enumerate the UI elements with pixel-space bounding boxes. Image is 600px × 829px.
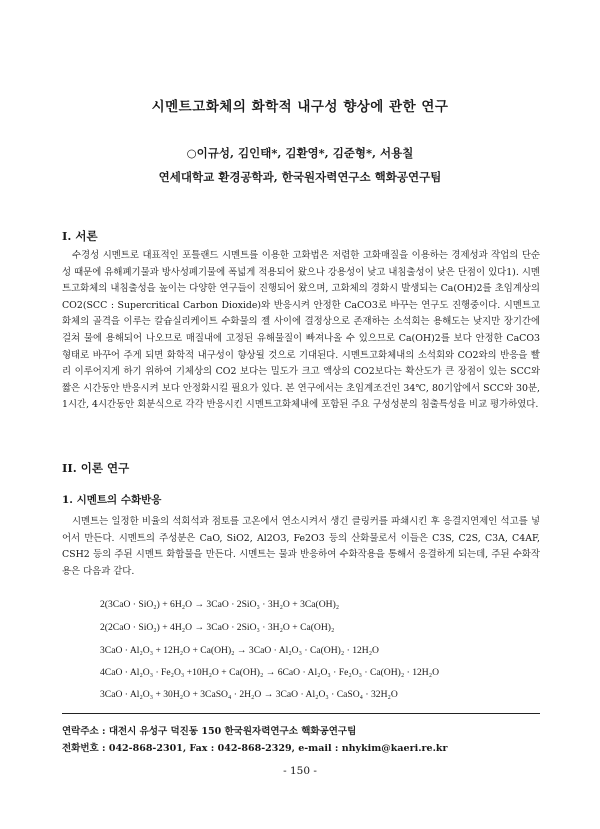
paper-title: 시멘트고화체의 화학적 내구성 향상에 관한 연구 bbox=[151, 99, 449, 115]
introduction-text: 수경성 시멘트로 대표적인 포틀랜드 시멘트를 이용한 고화법은 저렴한 고화매질을 이용하는 경제성과 작업의 단순성 때문에 유해폐기물과 방사성폐기물에 폭넓게 적용되어 왔으나 강용성이 낮고 내침출성이 낮은 단점이 있다1). 시멘트고화체의 내침출성을 높이는 다양한 연구들이 진행되어 왔으며, 고화체의 경화시 발생되는 Ca(OH)2를 초임계상의 CO2(SCC : Supercritical Carbon Dioxide)와 반응시켜 안정한 CaCO3로 바꾸는 연구도 진행중이다. 시멘트고화체의 골격을 이루는 칼슘실리케이트 수화물의 젤 사이에 결정상으로 존재하는 소석회는 용해도는 낮지만 장기간에 걸쳐 물에 용해되어 나오므로 매질내에 고정된 유해물질이 빠져나올 수 있으므로 Ca(OH)2를 보다 안정한 CaCO3 형태로 바꾸어 주게 되면 화학적 내구성이 향상될 것으로 기대된다. 시멘트고화체내의 소석회와 CO2와의 반응을 빨리 이루어지게 하기 위하여 기체상의 CO2 보다는 밀도가 크고 액상의 CO2보다는 확산도가 큰 장점이 있는 SCC와 짧은 시간동안 반응시켜 보다 안정화시킬 필요가 있다. 본 연구에서는 초임계조건인 34℃, 80기압에서 SCC와 30분, 1시간, 4시간동안 회분식으로 각각 반응시킨 시멘트고화체내에 포함된 주요 구성성분의 침출특성을 비교 평가하였다. bbox=[62, 250, 540, 411]
equation-1: 2(3CaO · SiO₂) + 6H₂O → 3CaO · 2SiO₃ · 3H₂O + 3Ca(OH)₂ bbox=[100, 599, 340, 610]
equation-4: 4CaO · Al₂O₃ · Fe₂O₃ +10H₂O + Ca(OH)₂ → 6CaO · Al₂O₃ · Fe₂O₃ · Ca(OH)₂ · 12H₂O bbox=[100, 667, 439, 678]
hydration-text: 시멘트는 일정한 비율의 석회석과 점토를 고온에서 연소시켜서 생긴 클링커를 파쇄시킨 후 응결지연제인 석고를 넣어서 만든다. 시멘트의 주성분은 CaO, SiO2, Al2O3, Fe2O3 등의 산화물로서 이들은 C3S, C2S, C3A, C4AF, CSH2 등의 주된 시멘트 화합물을 만든다. 시멘트는 물과 반응하여 수화작용을 통해서 응결하게 되는데, 주된 수화작용은 다음과 같다. bbox=[62, 516, 540, 577]
equation-5: 3CaO · Al₂O₃ + 30H₂O + 3CaSO₄ · 2H₂O → 3CaO · Al₂O₃ · CaSO₄ · 32H₂O bbox=[100, 689, 398, 700]
hydration-paragraph bbox=[62, 514, 540, 580]
equation-3: 3CaO · Al₂O₃ + 12H₂O + Ca(OH)₂ → 3CaO · Al₂O₃ · Ca(OH)₂ · 12H₂O bbox=[100, 645, 379, 656]
page-number: - 150 - bbox=[283, 765, 317, 777]
footer-divider bbox=[62, 713, 540, 714]
equation-2: 2(2CaO · SiO₂) + 4H₂O → 3CaO · 2SiO₃ · 3H₂O + Ca(OH)₂ bbox=[100, 622, 335, 633]
introduction-paragraph bbox=[62, 248, 540, 414]
contact-address: 연락주소 : 대전시 유성구 덕진동 150 한국원자력연구소 핵화공연구팀 bbox=[62, 726, 357, 737]
section-heading-introduction: I. 서론 bbox=[62, 229, 98, 243]
author-list: ○이규성, 김인태*, 김환영*, 김준형*, 서용칠 bbox=[186, 146, 414, 160]
affiliation: 연세대학교 환경공학과, 한국원자력연구소 핵화공연구팀 bbox=[158, 170, 442, 184]
subsection-heading-hydration: 1. 시멘트의 수화반응 bbox=[62, 494, 162, 506]
section-heading-theory: II. 이론 연구 bbox=[62, 461, 130, 475]
contact-phone: 전화번호 : 042-868-2301, Fax : 042-868-2329, e-mail : nhykim@kaeri.re.kr bbox=[62, 743, 448, 754]
